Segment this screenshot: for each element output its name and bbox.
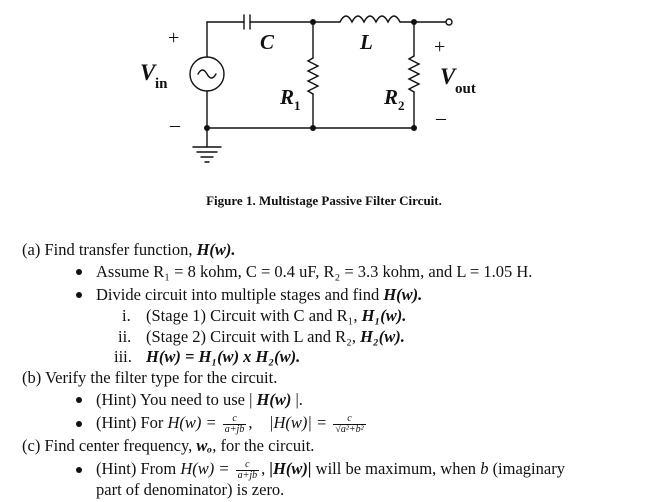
part-a-bullet-divide xyxy=(96,285,422,305)
part-a-bullet-assume: Assume R₁ = 8 kohm, C = 0.4 uF, R₂ = 3.3 kohm, and L = 1.05 H. xyxy=(96,262,533,281)
junction-r1-top xyxy=(310,19,316,25)
part-b-hint-1-emph: H(w) xyxy=(256,390,292,409)
vin-minus-sign: – xyxy=(170,114,180,136)
part-c-heading-suffix: , for the circuit. xyxy=(212,436,315,455)
resistor-r2 xyxy=(409,56,419,92)
part-a-sub-ii xyxy=(146,327,405,347)
part-b-hint-2-prefix: (Hint) For xyxy=(96,413,168,432)
fraction-h xyxy=(236,460,260,481)
part-c-hint-tail: (imaginary xyxy=(488,459,565,478)
part-b-hint-1-suffix: |. xyxy=(291,390,303,409)
part-a-sub-ii-text: (Stage 2) Circuit with L and R₂, xyxy=(146,327,361,346)
part-a-heading-emph: H(w). xyxy=(196,240,236,259)
r2-label-sub: 2 xyxy=(398,98,405,113)
vout-label-sub: out xyxy=(455,81,476,97)
bullet-dot xyxy=(76,269,82,275)
part-a-sub-i-emph: H₁(w). xyxy=(361,306,407,325)
bullet-dot xyxy=(76,292,82,298)
fraction-denominator: a+jb xyxy=(237,469,258,481)
part-c-hint-b: b xyxy=(480,459,489,478)
junction-r2-top xyxy=(411,19,417,25)
part-b-hint-2-comma: , xyxy=(248,413,253,432)
junction-r2-bottom xyxy=(411,125,417,131)
part-b-hint-2 xyxy=(96,410,368,436)
inductor-label: L xyxy=(360,30,373,54)
part-c-heading-emph: wₒ xyxy=(196,436,213,455)
part-c-hint-mid: , xyxy=(261,459,270,478)
resistor-r1 xyxy=(308,58,318,94)
part-a-sub-ii-num: ii. xyxy=(118,327,132,346)
part-a-sub-i-num: i. xyxy=(122,306,131,325)
r1-label-sub: 1 xyxy=(294,98,301,113)
part-b-heading: (b) Verify the filter type for the circuit. xyxy=(22,368,278,387)
fraction-numerator: c xyxy=(232,412,237,424)
vin-plus-sign: + xyxy=(168,27,180,49)
part-c-hint-suffix: will be maximum, when xyxy=(311,459,481,478)
r1-label: R xyxy=(280,85,295,109)
ac-source-wave xyxy=(198,70,216,78)
vin-label-sub: in xyxy=(155,76,168,92)
part-a-sub-i-text: (Stage 1) Circuit with C and R₁, xyxy=(146,306,362,325)
capacitor-label: C xyxy=(260,30,275,54)
part-b-hint-2-mag: |H(w)| = xyxy=(268,413,328,432)
vout-plus-sign: + xyxy=(434,36,446,58)
inductor-coil xyxy=(340,16,400,22)
part-c-hint-line2: part of denominator) is zero. xyxy=(96,480,285,499)
junction-source-bottom xyxy=(204,125,210,131)
part-c-hint-emph: |H(w)| xyxy=(269,459,312,478)
part-c-heading xyxy=(22,436,314,456)
part-c-hint-lhs: H(w) = xyxy=(180,459,230,478)
circuit-diagram xyxy=(0,0,648,225)
junction-r1-bottom xyxy=(310,125,316,131)
part-a-sub-iii-num: iii. xyxy=(114,347,132,366)
bullet-dot xyxy=(76,421,82,427)
part-b-hint-2-lhs: H(w) = xyxy=(167,413,217,432)
vin-label: V xyxy=(140,60,156,85)
part-a-heading-text: (a) Find transfer function, xyxy=(22,240,197,259)
fraction-numerator: c xyxy=(347,412,352,424)
part-a-sub-i xyxy=(146,306,406,326)
part-a-divide-emph: H(w). xyxy=(383,285,423,304)
part-b-hint-1-prefix: (Hint) You need to use | xyxy=(96,390,257,409)
bullet-dot xyxy=(76,397,82,403)
part-c-hint xyxy=(96,456,565,482)
part-b-hint-1 xyxy=(96,390,303,410)
part-a-sub-iii: H(w) = H₁(w) x H₂(w). xyxy=(146,347,301,366)
vout-minus-sign: – xyxy=(436,107,446,129)
fraction-h xyxy=(223,414,247,435)
fraction-denominator: √a²+b² xyxy=(335,423,364,435)
part-c-heading-prefix: (c) Find center frequency, xyxy=(22,436,197,455)
r2-label: R xyxy=(384,85,399,109)
part-a-divide-text: Divide circuit into multiple stages and find xyxy=(96,285,384,304)
part-a-heading xyxy=(22,240,236,260)
fraction-denominator: a+jb xyxy=(224,423,245,435)
fraction-numerator: c xyxy=(245,458,250,470)
fraction-magnitude xyxy=(333,414,365,435)
output-terminal-top xyxy=(446,19,452,25)
bullet-dot xyxy=(76,467,82,473)
figure-caption: Figure 1. Multistage Passive Filter Circuit. xyxy=(206,193,442,208)
part-a-sub-ii-emph: H₂(w). xyxy=(360,327,405,346)
part-c-hint-prefix: (Hint) From xyxy=(96,459,181,478)
vout-label: V xyxy=(440,64,456,89)
